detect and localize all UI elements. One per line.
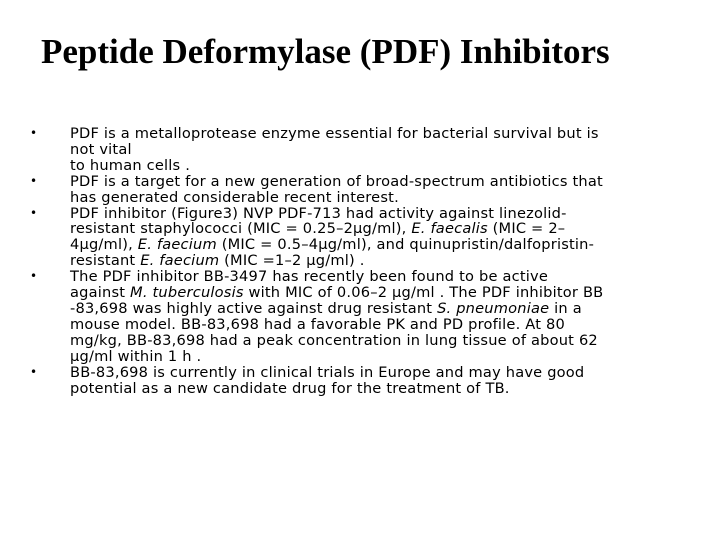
- bullet-text: The PDF inhibitor BB-3497 has recently been found to be active against M. tuberculosis with MIC of 0.06–2 μg/ml . The PDF inhibitor BB -83,698 was highly active against drug resistant S. pneumoniae in a mouse model. BB-83,698 had a favorable PK and PD profile. At 80 mg/kg, BB-83,698 had a peak concentration in lung tissue of about 62 μg/ml within 1 h .: [70, 268, 604, 365]
- bullet-item: [30, 174, 710, 206]
- bullet-dot-icon: •: [30, 126, 38, 140]
- bullet-dot-icon: •: [30, 364, 38, 379]
- organism-name: M. tuberculosis: [130, 284, 244, 302]
- bullet-text: PDF inhibitor (Figure3) NVP PDF-713 had activity against linezolid- resistant staphylococci (MIC = 0.25–2μg/ml), E. faecalis (MIC = 2– 4μg/ml), E. faecium (MIC = 0.5–4μg/ml), and quinupristin/dalfopristin- resistant E. faecium (MIC =1–2 μg/ml) .: [70, 204, 595, 270]
- organism-name: E. faecalis: [411, 220, 488, 238]
- slide-title: Peptide Deformylase (PDF) Inhibitors: [41, 32, 610, 71]
- bullet-text: BB-83,698 is currently in clinical trials in Europe and may have good potential as a new candidate drug for the treatment of TB.: [70, 363, 585, 397]
- organism-name: S. pneumoniae: [437, 299, 550, 317]
- organism-name: E. faecium: [140, 252, 220, 270]
- bullet-list: [30, 126, 710, 396]
- bullet-item: [30, 126, 710, 174]
- bullet-item: [30, 269, 710, 364]
- bullet-dot-icon: •: [30, 269, 38, 284]
- bullet-text: PDF is a metalloprotease enzyme essential for bacterial survival but is not vital to human cells .: [70, 125, 599, 174]
- bullet-dot-icon: •: [30, 173, 38, 188]
- bullet-item: [30, 365, 710, 397]
- organism-name: E. faecium: [137, 236, 217, 254]
- bullet-dot-icon: •: [30, 205, 38, 220]
- bullet-item: [30, 206, 710, 270]
- bullet-text: PDF is a target for a new generation of broad-spectrum antibiotics that has generated considerable recent interest.: [70, 172, 603, 206]
